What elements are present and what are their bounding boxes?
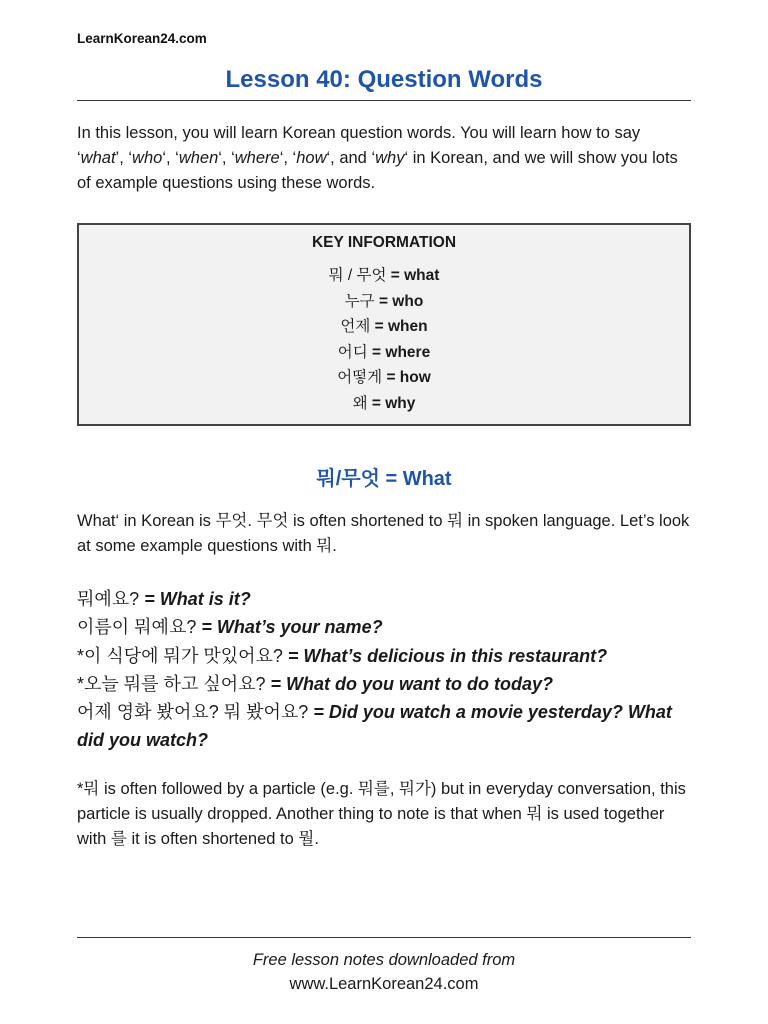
example-english: = What is it? <box>144 589 251 609</box>
key-row-where <box>79 340 689 366</box>
footer <box>77 948 691 996</box>
intro-word-why: why <box>375 149 405 167</box>
key-row-when <box>79 314 689 340</box>
key-english: = how <box>386 369 431 387</box>
section-description: What‘ in Korean is 무엇. 무엇 is often shortened to 뭐 in spoken language. Let’s look at some example questions with 뭐. <box>77 512 690 555</box>
intro-paragraph <box>77 121 691 196</box>
title-divider <box>77 100 691 101</box>
key-korean: 어디 <box>337 343 368 361</box>
key-row-who <box>79 289 689 315</box>
intro-text-3: ‘, ‘ <box>162 149 179 167</box>
example-item <box>77 698 691 755</box>
key-english: = what <box>390 267 440 284</box>
lesson-title: Lesson 40: Question Words <box>225 66 543 93</box>
intro-word-where: where <box>234 149 280 167</box>
footer-url[interactable]: www.LearnKorean24.com <box>289 975 479 993</box>
key-korean: 뭐 / 무엇 <box>328 267 387 284</box>
example-item <box>77 585 691 613</box>
example-korean: 이름이 뭐예요? <box>77 617 197 638</box>
example-korean: 어제 영화 봤어요? 뭐 봤어요? <box>77 702 309 723</box>
key-row-what <box>79 263 689 289</box>
key-row-why <box>79 391 689 417</box>
intro-word-who: who <box>132 149 163 167</box>
key-information-heading: KEY INFORMATION <box>311 234 457 251</box>
key-korean: 어떻게 <box>337 369 383 387</box>
intro-text-7: ‘ in Korean, and we will show you lots of example questions using these words. <box>77 149 678 192</box>
key-row-how <box>79 365 689 391</box>
example-item <box>77 670 691 698</box>
intro-text-1: In this lesson, you will learn Korean question words. You will learn how to say ‘ <box>77 124 641 167</box>
section-heading-what: 뭐/무엇 = What <box>316 468 452 490</box>
example-korean: 뭐예요? <box>77 589 140 609</box>
example-english: = What’s your name? <box>201 617 383 638</box>
example-english: = What’s delicious in this restaurant? <box>287 645 608 666</box>
intro-text-4: ‘, ‘ <box>218 149 235 167</box>
particle-note: *뭐 is often followed by a particle (e.g. 뭐를, 뭐가) but in everyday conversation, this particle is usually dropped. Another thing to note is that when 뭐 is used together with 를 it is often shortened to 뭘. <box>77 780 686 848</box>
key-english: = why <box>371 394 416 412</box>
example-item <box>77 613 691 641</box>
site-name: LearnKorean24.com <box>77 31 207 46</box>
example-korean: *오늘 뭐를 하고 싶어요? <box>77 673 266 694</box>
footer-caption: Free lesson notes downloaded from <box>252 951 516 969</box>
intro-text-5: ‘, ‘ <box>279 149 297 167</box>
intro-word-how: how <box>296 149 327 167</box>
example-english: = Did you watch a movie yesterday? What did you watch? <box>77 702 672 751</box>
key-information-box <box>77 223 691 426</box>
footer-divider <box>77 937 691 938</box>
key-information-list <box>79 263 689 417</box>
key-english: = when <box>374 318 428 336</box>
key-english: = where <box>372 343 431 361</box>
example-korean: *이 식당에 뭐가 맛있어요? <box>77 645 283 666</box>
example-list <box>77 585 691 755</box>
example-english: = What do you want to do today? <box>270 673 554 694</box>
key-korean: 왜 <box>352 394 368 412</box>
intro-text-6: ‘, and ‘ <box>326 149 376 167</box>
example-item <box>77 642 691 670</box>
key-korean: 언제 <box>340 318 371 336</box>
key-korean: 누구 <box>344 292 375 310</box>
key-english: = who <box>378 292 424 310</box>
intro-word-when: when <box>178 149 219 167</box>
intro-text-2: ’, ‘ <box>115 149 133 167</box>
intro-word-what: what <box>80 149 116 167</box>
